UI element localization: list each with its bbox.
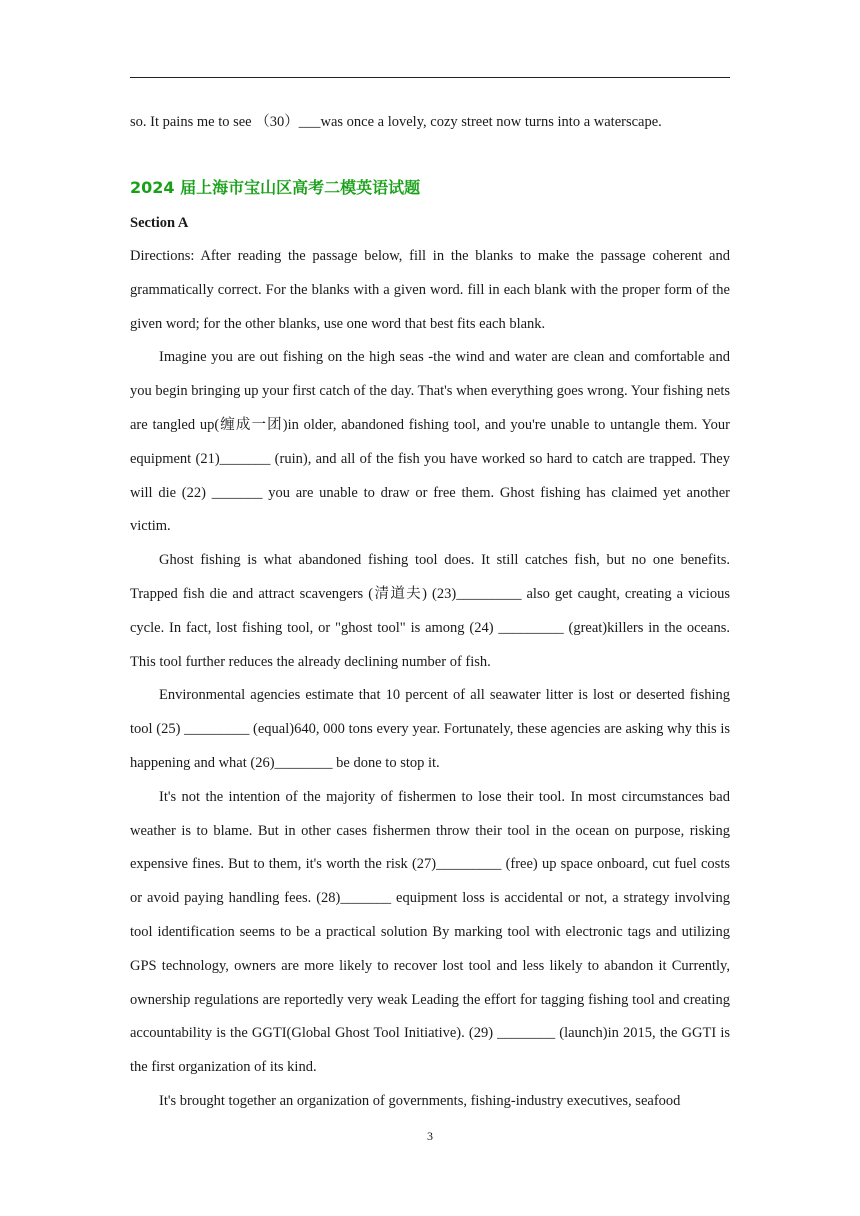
previous-passage-line: so. It pains me to see （30）___was once a lovely, cozy street now turns into a waterscape. (130, 114, 662, 130)
passage-paragraph: Imagine you are out fishing on the high seas -the wind and water are clean and comfortable and you begin bringing up your first catch of the day. That's when everything goes wrong. Your fishing nets are tangled up(缠成一团)in older, abandoned fishing tool, and you're unable to untangle them. Your equipment (21)_______ (ruin), and all of the fish you have worked so hard to catch are trapped. They will die (22) _______ you are unable to draw or free them. Ghost fishing has claimed yet another victim. (130, 349, 730, 535)
section-label: Section A (130, 215, 189, 231)
passage-body (130, 240, 730, 1119)
directions-paragraph: Directions: After reading the passage below, fill in the blanks to make the passage coherent and grammatically correct. For the blanks with a given word. fill in each blank with the proper form of the given word; for the other blanks, use one word that best fits each blank. (130, 248, 730, 332)
exam-title: 2024 届上海市宝山区高考二模英语试题 (130, 178, 421, 197)
header-rule (130, 77, 730, 78)
passage-paragraph: It's not the intention of the majority of fishermen to lose their tool. In most circumstances bad weather is to blame. But in other cases fishermen throw their tool in the ocean on purpose, risking expensive fines. But to them, it's worth the risk (27)_________ (free) up space onboard, cut fuel costs or avoid paying handling fees. (28)_______ equipment loss is accidental or not, a strategy involving tool identification seems to be a practical solution By marking tool with electronic tags and utilizing GPS technology, owners are more likely to recover lost tool and less likely to abandon it Currently, ownership regulations are reportedly very weak Leading the effort for tagging fishing tool and creating accountability is the GGTI(Global Ghost Tool Initiative). (29) ________ (launch)in 2015, the GGTI is the first organization of its kind. (130, 788, 730, 1076)
passage-paragraph: It's brought together an organization of governments, fishing-industry executives, seafood (159, 1092, 681, 1109)
passage-paragraph: Ghost fishing is what abandoned fishing tool does. It still catches fish, but no one benefits. Trapped fish die and attract scavengers (清道夫) (23)_________ also get caught, creating a vicious cycle. In fact, lost fishing tool, or "ghost tool" is among (24) _________ (great)killers in the oceans. This tool further reduces the already declining number of fish. (130, 552, 730, 670)
page-number: 3 (427, 1129, 433, 1143)
passage-paragraph: Environmental agencies estimate that 10 percent of all seawater litter is lost or deserted fishing tool (25) _________ (equal)640, 000 tons every year. Fortunately, these agencies are asking why this is happening and what (26)________ be done to stop it. (130, 687, 730, 771)
